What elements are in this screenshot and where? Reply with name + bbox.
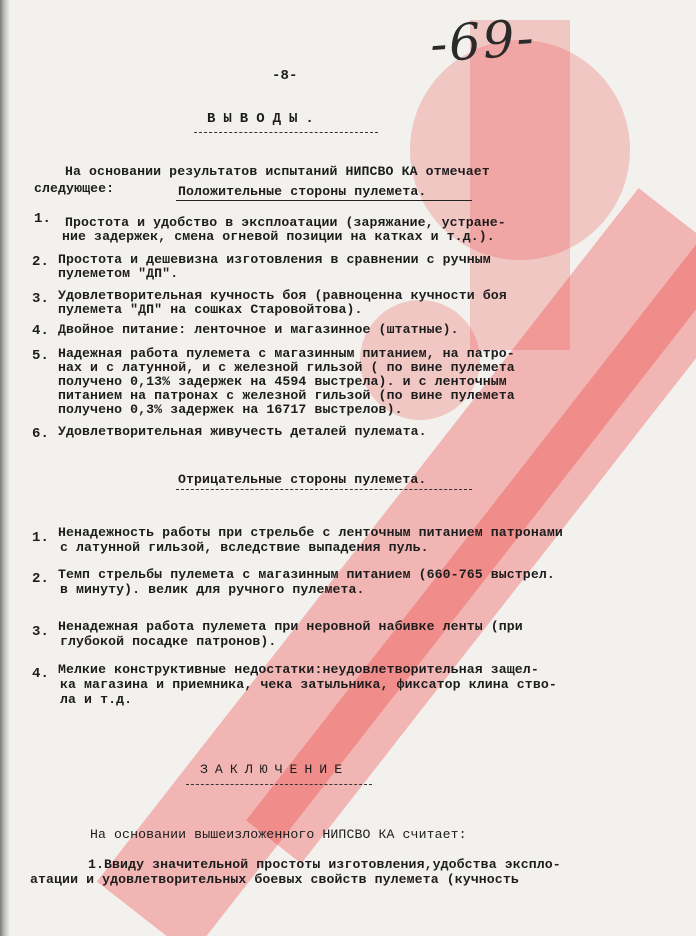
positive-item-5-line-1: Надежная работа пулемета с магазинным питанием, на патро-: [58, 346, 515, 361]
positive-item-4-line-1: Двойное питание: ленточное и магазинное (штатные).: [58, 322, 459, 337]
intro-line-2: следующее:: [34, 181, 115, 196]
page-number: -8-: [272, 68, 298, 84]
negative-item-1-line-2: с латунной гильзой, вследствие выпадения пуль.: [60, 540, 429, 555]
positive-item-5-line-5: получено 0,3% задержек на 16717 выстрелов).: [58, 402, 403, 417]
positive-item-1-number: 1.: [34, 211, 52, 227]
positive-item-6-number: 6.: [32, 426, 50, 442]
heading-underline: [194, 132, 378, 133]
negative-item-4-line-3: ла и т.д.: [60, 692, 133, 707]
positive-item-3-number: 3.: [32, 291, 50, 307]
positive-item-5-line-3: получено 0,13% задержек на 4594 выстрела). и с ленточным: [58, 374, 507, 389]
positive-heading: Положительные стороны пулемета.: [178, 184, 427, 199]
negative-item-1-line-1: Ненадежность работы при стрельбе с ленточным питанием патронами: [58, 525, 563, 540]
negative-item-4-line-2: ка магазина и приемника, чека затыльника, фиксатор клина ство-: [60, 677, 557, 692]
positive-item-6-line-1: Удовлетворительная живучесть деталей пулемата.: [58, 424, 427, 439]
negative-heading: Отрицательные стороны пулемета.: [178, 472, 427, 487]
section-heading-conclusions: ВЫВОДЫ.: [207, 111, 322, 127]
positive-item-3-line-1: Удовлетворительная кучность боя (равноценна кучности боя: [58, 288, 507, 303]
conclusion-item-1-line-2: атации и удовлетворительных боевых свойств пулемета (кучность: [30, 872, 519, 887]
negative-item-2-number: 2.: [32, 571, 50, 587]
scan-edge-shadow: [0, 0, 10, 936]
conclusion-heading: ЗАКЛЮЧЕНИЕ: [200, 762, 350, 777]
positive-item-2-number: 2.: [32, 254, 50, 270]
negative-item-3-line-2: глубокой посадке патронов).: [60, 634, 277, 649]
positive-item-2-line-1: Простота и дешевизна изготовления в сравнении с ручным: [58, 252, 491, 267]
negative-item-3-number: 3.: [32, 624, 50, 640]
positive-item-1-line-1: Простота и удобство в эксплоатации (заряжание, устране-: [65, 215, 506, 230]
negative-item-1-number: 1.: [32, 530, 50, 546]
positive-item-1-line-2: ние задержек, смена огневой позиции на катках и т.д.).: [62, 229, 495, 244]
negative-item-4-line-1: Мелкие конструктивные недостатки:неудовлетворительная защел-: [58, 662, 539, 677]
intro-line-1: На основании результатов испытаний НИПСВО КА отмечает: [65, 164, 490, 179]
negative-item-3-line-1: Ненадежная работа пулемета при неровной набивке ленты (при: [58, 619, 523, 634]
positive-item-3-line-2: пулемета "ДП" на сошках Старовойтова).: [58, 302, 363, 317]
positive-item-4-number: 4.: [32, 323, 50, 339]
positive-item-5-number: 5.: [32, 348, 50, 364]
positive-item-2-line-2: пулеметом "ДП".: [58, 266, 179, 281]
negative-heading-underline: [176, 489, 472, 490]
positive-item-5-line-2: нах и с латунной, и с железной гильзой ( по вине пулемета: [58, 360, 515, 375]
negative-item-2-line-1: Темп стрельбы пулемета с магазинным питанием (660-765 выстрел.: [58, 567, 555, 582]
conclusion-line-1: На основании вышеизложенного НИПСВО КА считает:: [90, 827, 467, 842]
conclusion-item-1-line-1: 1.Ввиду значительной простоты изготовления,удобства эксплo-: [88, 857, 561, 872]
handwritten-page-number: -69-: [428, 8, 538, 74]
conclusion-heading-underline: [186, 784, 372, 785]
positive-item-5-line-4: питанием на патронах с железной гильзой (по вине пулемета: [58, 388, 515, 403]
negative-item-4-number: 4.: [32, 666, 50, 682]
negative-item-2-line-2: в минуту). велик для ручного пулемета.: [60, 582, 365, 597]
positive-heading-underline: [176, 200, 472, 201]
